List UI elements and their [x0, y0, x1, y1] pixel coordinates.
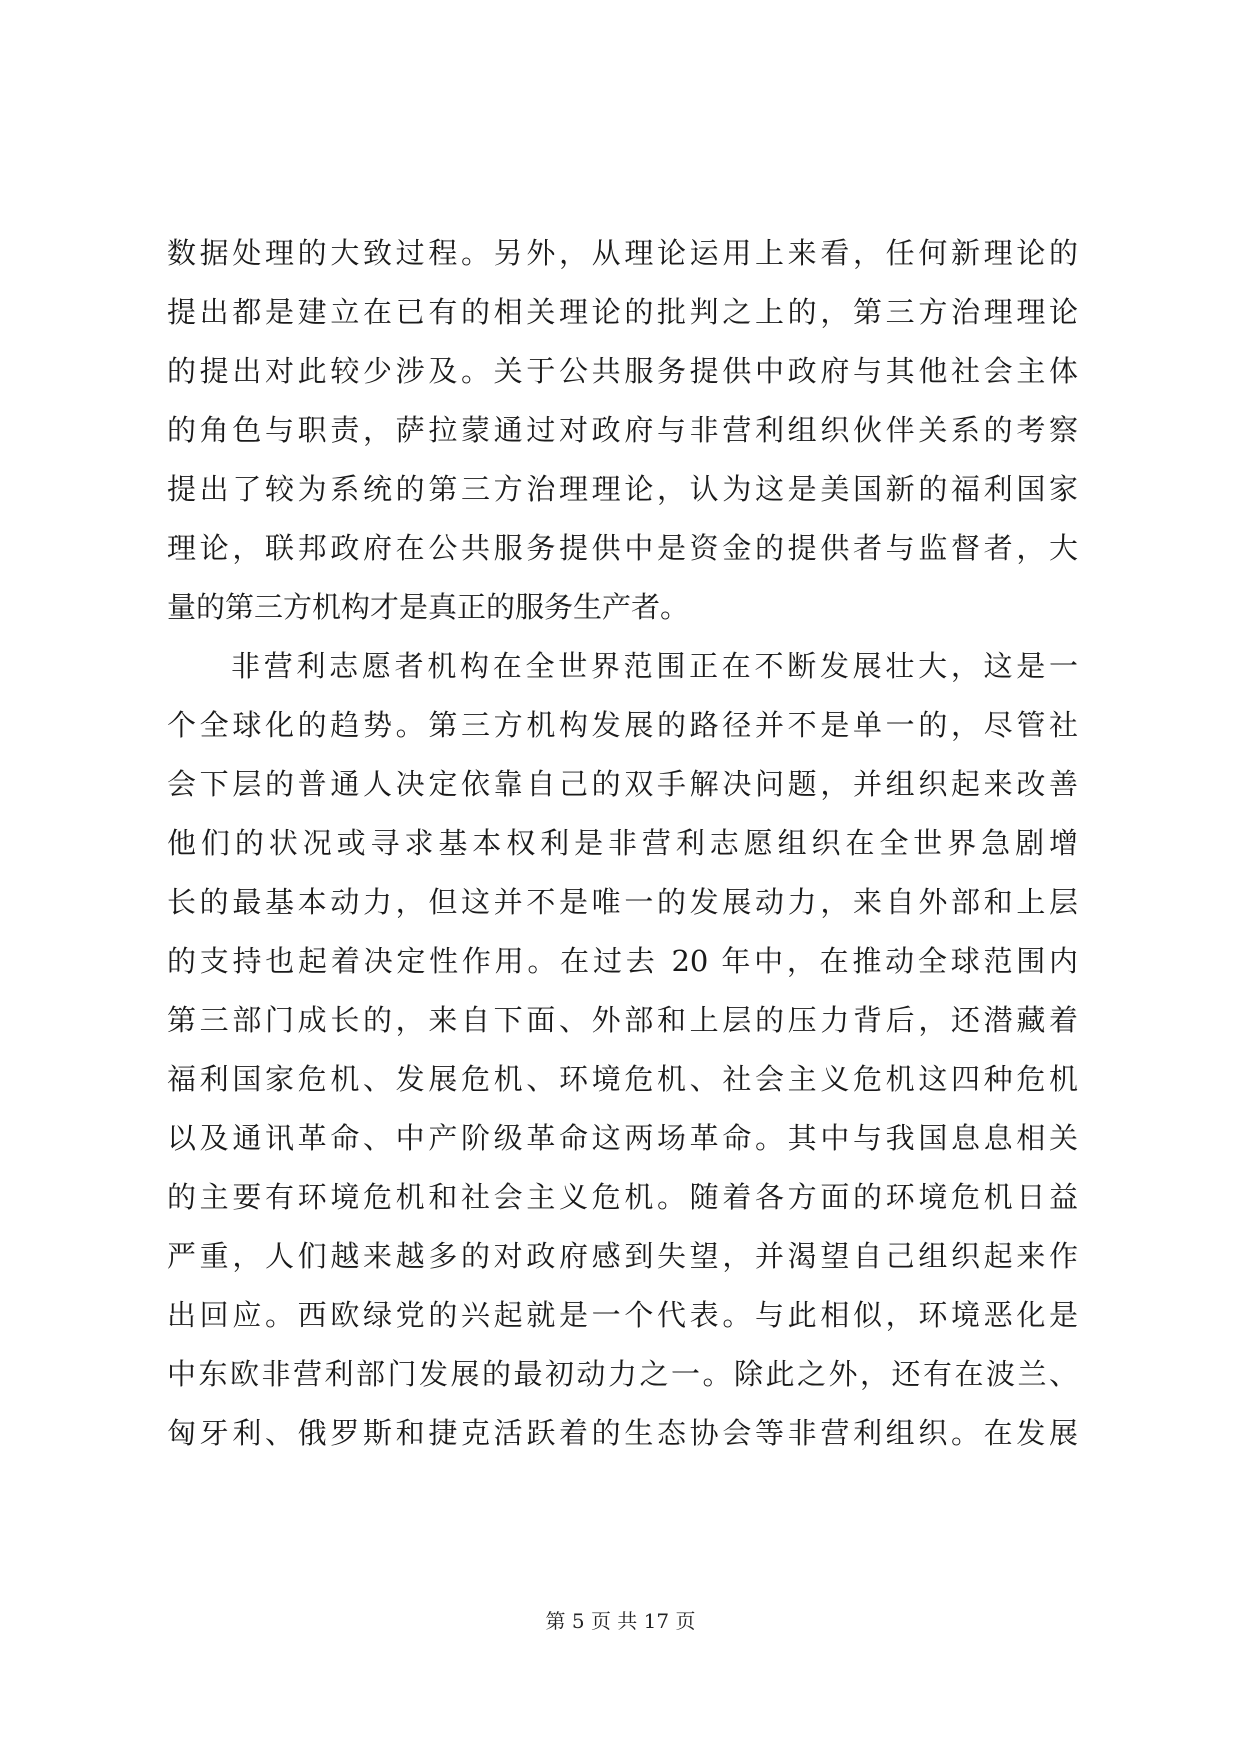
text-line: 的角色与职责，萨拉蒙通过对政府与非营利组织伙伴关系的考察 — [167, 413, 1078, 447]
text-line: 匈牙利、俄罗斯和捷克活跃着的生态协会等非营利组织。在发展 — [167, 1416, 1078, 1450]
text-line: 理论，联邦政府在公共服务提供中是资金的提供者与监督者，大 — [167, 531, 1078, 565]
text-line: 的提出对此较少涉及。关于公共服务提供中政府与其他社会主体 — [167, 354, 1078, 388]
text-line: 数据处理的大致过程。另外，从理论运用上来看，任何新理论的 — [167, 236, 1078, 270]
text-line: 会下层的普通人决定依靠自己的双手解决问题，并组织起来改善 — [167, 767, 1078, 801]
text-line: 福利国家危机、发展危机、环境危机、社会主义危机这四种危机 — [167, 1062, 1078, 1096]
text-line: 长的最基本动力，但这并不是唯一的发展动力，来自外部和上层 — [167, 885, 1078, 919]
text-line: 第三部门成长的，来自下面、外部和上层的压力背后，还潜藏着 — [167, 1003, 1078, 1037]
text-line: 提出都是建立在已有的相关理论的批判之上的，第三方治理理论 — [167, 295, 1078, 329]
text-line: 他们的状况或寻求基本权利是非营利志愿组织在全世界急剧增 — [167, 826, 1078, 860]
text-line: 中东欧非营利部门发展的最初动力之一。除此之外，还有在波兰、 — [167, 1357, 1078, 1391]
text-line: 非营利志愿者机构在全世界范围正在不断发展壮大，这是一 — [231, 649, 1078, 683]
text-line: 提出了较为系统的第三方治理理论，认为这是美国新的福利国家 — [167, 472, 1078, 506]
text-line: 量的第三方机构才是真正的服务生产者。 — [167, 590, 690, 624]
paragraph — [167, 637, 1078, 1463]
text-line: 个全球化的趋势。第三方机构发展的路径并不是单一的，尽管社 — [167, 708, 1078, 742]
text-line: 严重，人们越来越多的对政府感到失望，并渴望自己组织起来作 — [167, 1239, 1078, 1273]
text-line: 的支持也起着决定性作用。在过去 20 年中，在推动全球范围内 — [167, 944, 1078, 978]
page-footer: 第 5 页 共 17 页 — [545, 1609, 696, 1633]
body-text — [167, 224, 1078, 1463]
text-line: 以及通讯革命、中产阶级革命这两场革命。其中与我国息息相关 — [167, 1121, 1078, 1155]
paragraph — [167, 224, 1078, 637]
text-line: 的主要有环境危机和社会主义危机。随着各方面的环境危机日益 — [167, 1180, 1078, 1214]
text-line: 出回应。西欧绿党的兴起就是一个代表。与此相似，环境恶化是 — [167, 1298, 1078, 1332]
